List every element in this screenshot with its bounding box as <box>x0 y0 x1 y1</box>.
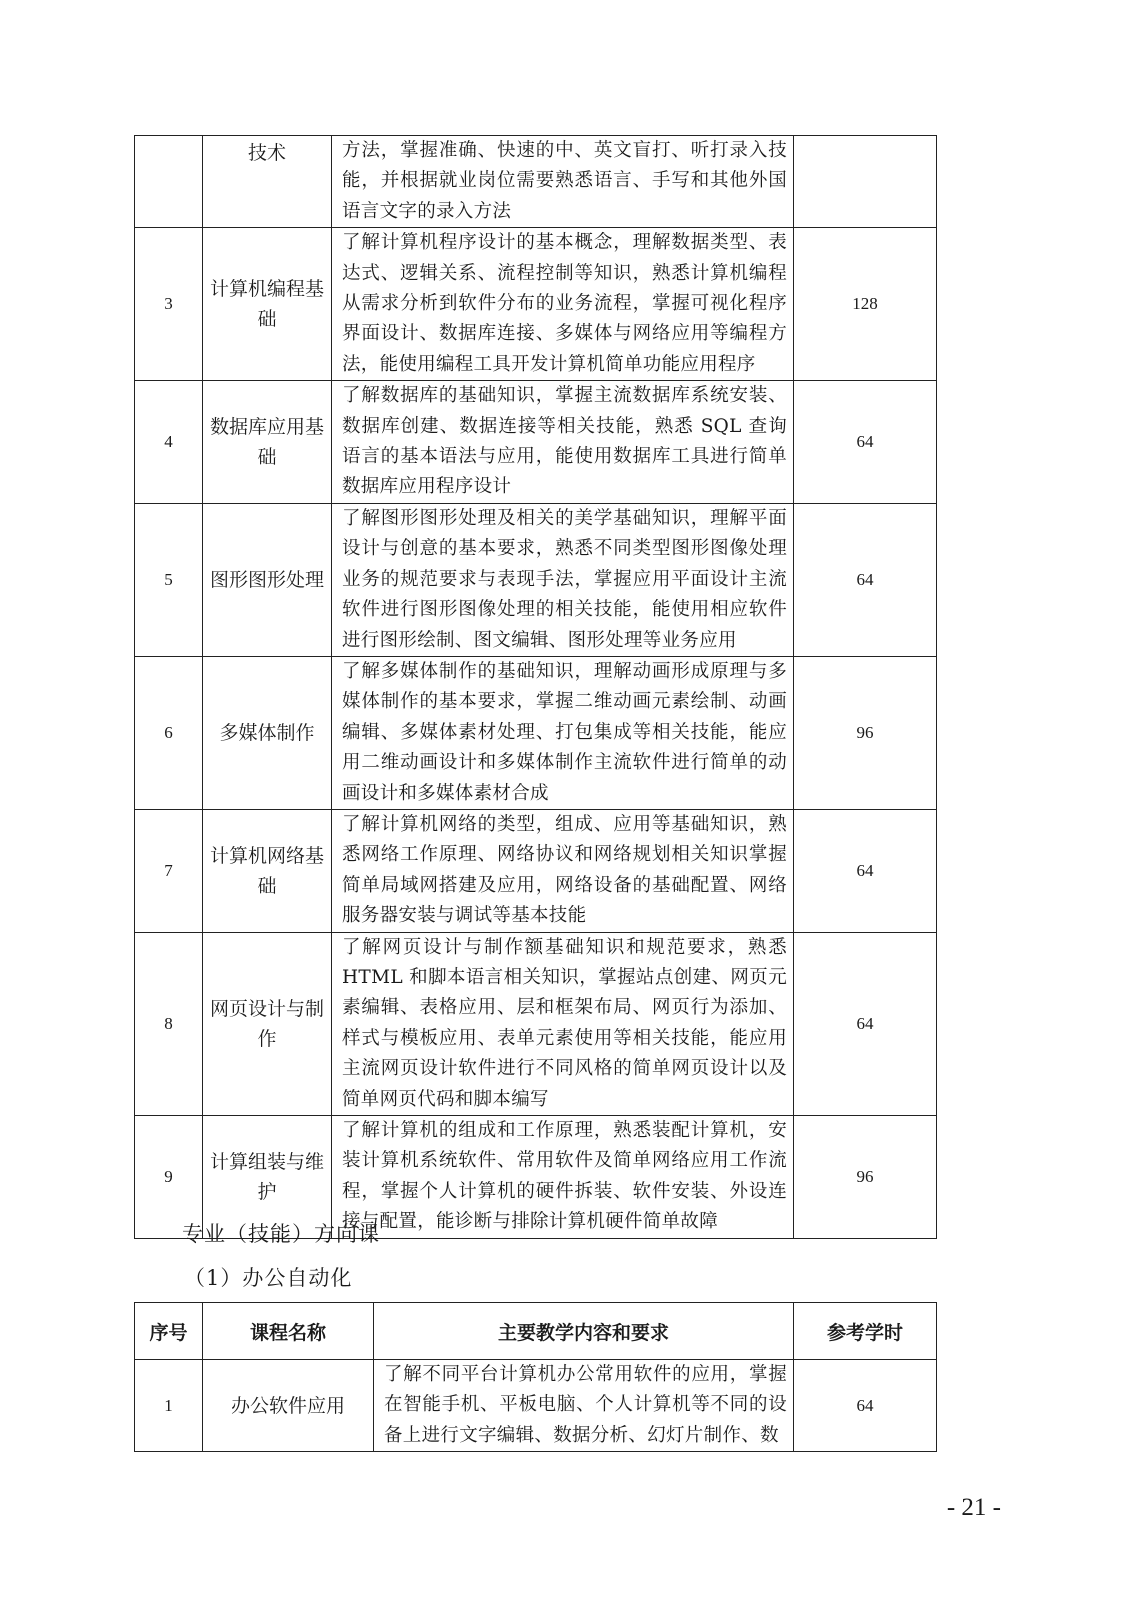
course-name: 计算机编程基础 <box>203 228 332 381</box>
course-name: 数据库应用基础 <box>203 381 332 504</box>
course-content: 方法，掌握准确、快速的中、英文盲打、听打录入技能，并根据就业岗位需要熟悉语言、手写和其他外国语言文字的录入方法 <box>332 136 794 228</box>
row-number: 3 <box>135 228 203 381</box>
course-name: 图形图形处理 <box>203 503 332 656</box>
course-hours: 64 <box>794 381 937 504</box>
table-row <box>135 656 937 809</box>
section-subtitle: （1）办公自动化 <box>184 1266 353 1290</box>
table-header-row <box>135 1303 937 1360</box>
header-num: 序号 <box>135 1303 203 1360</box>
table-row <box>135 503 937 656</box>
row-number: 7 <box>135 809 203 932</box>
row-number <box>135 136 203 228</box>
row-number: 6 <box>135 656 203 809</box>
row-number: 9 <box>135 1116 203 1239</box>
course-name: 多媒体制作 <box>203 656 332 809</box>
table-row <box>135 381 937 504</box>
table-row <box>135 809 937 932</box>
course-content: 了解多媒体制作的基础知识，理解动画形成原理与多媒体制作的基本要求，掌握二维动画元素绘制、动画编辑、多媒体素材处理、打包集成等相关技能，能应用二维动画设计和多媒体制作主流软件进行简单的动画设计和多媒体素材合成 <box>332 656 794 809</box>
course-hours <box>794 136 937 228</box>
course-content: 了解计算机程序设计的基本概念，理解数据类型、表达式、逻辑关系、流程控制等知识，熟悉计算机编程从需求分析到软件分布的业务流程，掌握可视化程序界面设计、数据库连接、多媒体与网络应用等编程方法，能使用编程工具开发计算机简单功能应用程序 <box>332 228 794 381</box>
course-hours: 64 <box>794 503 937 656</box>
course-hours: 96 <box>794 1116 937 1239</box>
table-row <box>135 228 937 381</box>
row-number: 1 <box>135 1360 203 1452</box>
course-name: 计算组装与维护 <box>203 1116 332 1239</box>
course-name: 计算机网络基础 <box>203 809 332 932</box>
header-content: 主要教学内容和要求 <box>374 1303 794 1360</box>
header-name: 课程名称 <box>203 1303 374 1360</box>
course-content: 了解计算机的组成和工作原理，熟悉装配计算机，安装计算机系统软件、常用软件及简单网络应用工作流程，掌握个人计算机的硬件拆装、软件安装、外设连接与配置，能诊断与排除计算机硬件简单故障 <box>332 1116 794 1239</box>
course-hours: 128 <box>794 228 937 381</box>
page-number: - 21 - <box>946 1494 1001 1521</box>
course-hours: 96 <box>794 656 937 809</box>
row-number: 5 <box>135 503 203 656</box>
course-content: 了解计算机网络的类型，组成、应用等基础知识，熟悉网络工作原理、网络协议和网络规划相关知识掌握简单局域网搭建及应用，网络设备的基础配置、网络服务器安装与调试等基本技能 <box>332 809 794 932</box>
section-title: 专业（技能）方向课 <box>182 1222 380 1246</box>
course-hours: 64 <box>794 809 937 932</box>
table-row <box>135 136 937 228</box>
course-content: 了解不同平台计算机办公常用软件的应用，掌握在智能手机、平板电脑、个人计算机等不同的设备上进行文字编辑、数据分析、幻灯片制作、数 <box>374 1360 794 1452</box>
course-table <box>134 135 937 1239</box>
header-hours: 参考学时 <box>794 1303 937 1360</box>
office-automation-table <box>134 1302 937 1452</box>
row-number: 4 <box>135 381 203 504</box>
course-hours: 64 <box>794 932 937 1115</box>
course-content: 了解图形图形处理及相关的美学基础知识，理解平面设计与创意的基本要求，熟悉不同类型图形图像处理业务的规范要求与表现手法，掌握应用平面设计主流软件进行图形图像处理的相关技能，能使用相应软件进行图形绘制、图文编辑、图形处理等业务应用 <box>332 503 794 656</box>
course-hours: 64 <box>794 1360 937 1452</box>
course-content: 了解网页设计与制作额基础知识和规范要求，熟悉 HTML 和脚本语言相关知识，掌握站点创建、网页元素编辑、表格应用、层和框架布局、网页行为添加、样式与模板应用、表单元素使用等相关技能，能应用主流网页设计软件进行不同风格的简单网页设计以及简单网页代码和脚本编写 <box>332 932 794 1115</box>
row-number: 8 <box>135 932 203 1115</box>
table-row <box>135 1360 937 1452</box>
course-name: 网页设计与制作 <box>203 932 332 1115</box>
course-name: 技术 <box>203 136 332 228</box>
course-name: 办公软件应用 <box>203 1360 374 1452</box>
course-content: 了解数据库的基础知识，掌握主流数据库系统安装、数据库创建、数据连接等相关技能，熟悉 SQL 查询语言的基本语法与应用，能使用数据库工具进行简单数据库应用程序设计 <box>332 381 794 504</box>
table-row <box>135 932 937 1115</box>
